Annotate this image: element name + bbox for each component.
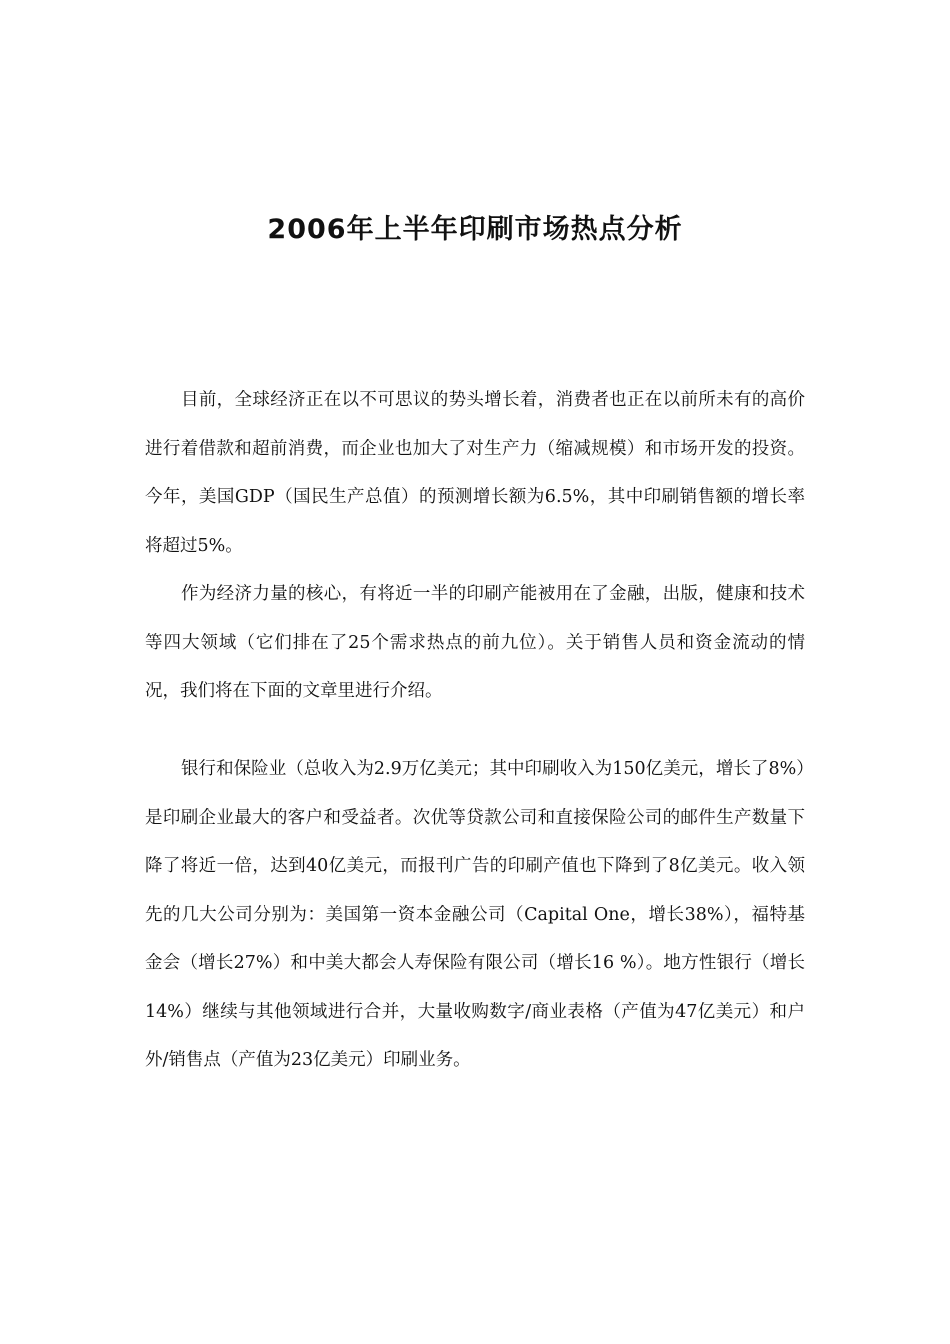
paragraph-3: 银行和保险业（总收入为2.9万亿美元；其中印刷收入为150亿美元，增长了8%）是印刷企业最大的客户和受益者。次优等贷款公司和直接保险公司的邮件生产数量下降了将近一倍，达到40亿美元，而报刊广告的印刷产值也下降到了8亿美元。收入领先的几大公司分别为：美国第一资本金融公司（Capital One，增长38%），福特基金会（增长27%）和中美大都会人寿保险有限公司（增长16 %）。地方性银行（增长14%）继续与其他领域进行合并，大量收购数字/商业表格（产值为47亿美元）和户外/销售点（产值为23亿美元）印刷业务。 bbox=[145, 759, 805, 1070]
body-section-2 bbox=[145, 745, 805, 1085]
body-section-1 bbox=[145, 376, 805, 716]
paragraph-1: 目前，全球经济正在以不可思议的势头增长着，消费者也正在以前所未有的高价进行着借款和超前消费，而企业也加大了对生产力（缩减规模）和市场开发的投资。今年，美国GDP（国民生产总值）的预测增长额为6.5%，其中印刷销售额的增长率将超过5%。 bbox=[145, 390, 805, 556]
paragraph-2: 作为经济力量的核心，有将近一半的印刷产能被用在了金融，出版，健康和技术等四大领域（它们排在了25个需求热点的前九位）。关于销售人员和资金流动的情况，我们将在下面的文章里进行介绍。 bbox=[145, 584, 805, 701]
document-title: 2006年上半年印刷市场热点分析 bbox=[267, 214, 683, 245]
